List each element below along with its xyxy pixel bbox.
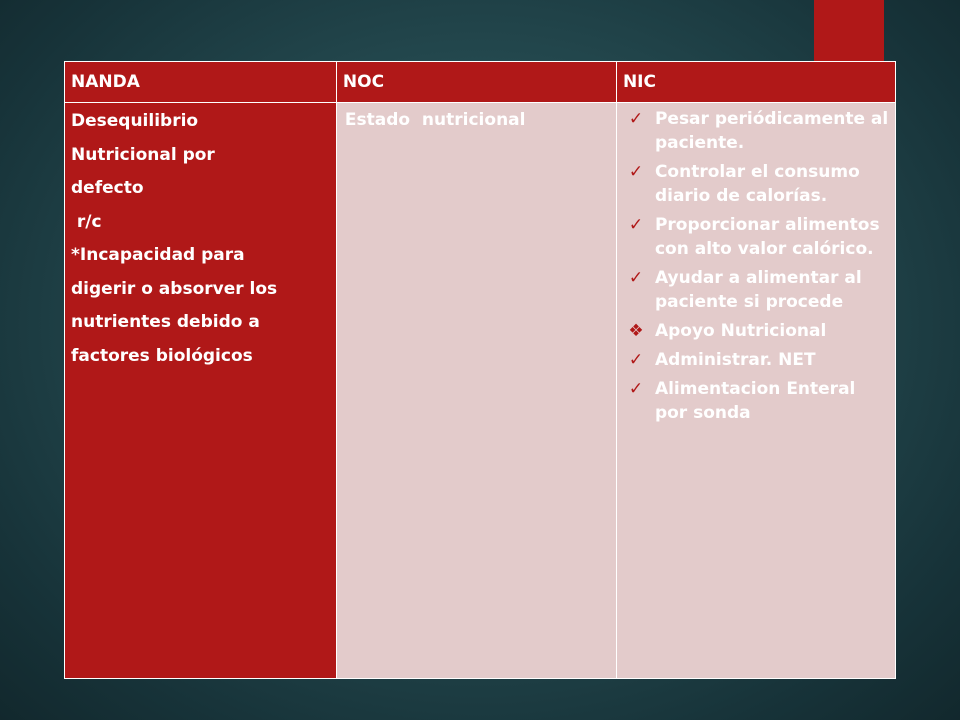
list-item [617,319,891,343]
header-nanda: NANDA [65,62,337,103]
nic-item-text: Controlar el consumo diario de calorías. [654,162,860,206]
noc-text: Estado nutricional [344,110,526,130]
check-icon: ✓ [628,215,644,235]
nanda-line: nutrientes debido a [71,312,260,332]
accent-bar [814,0,884,62]
list-item [617,107,891,155]
list-item [617,213,891,261]
list-item [617,377,891,425]
nanda-line: Nutricional por [71,144,215,165]
nanda-cell [65,103,337,679]
header-noc: NOC [336,62,616,103]
check-icon: ✓ [628,350,644,370]
nanda-line: r/c [71,211,102,232]
nanda-line: *Incapacidad para [71,245,245,265]
check-icon: ✓ [628,379,644,399]
header-row [65,62,896,103]
nic-item-text: Pesar periódicamente al paciente. [654,109,889,153]
nic-item-text: Apoyo Nutricional [654,321,827,341]
nic-cell [616,103,895,679]
nic-item-text: Administrar. NET [654,350,816,370]
nursing-care-table [64,61,896,679]
nic-item-text: Ayudar a alimentar al paciente si procede [654,268,862,312]
noc-cell [336,103,616,679]
list-item [617,266,891,314]
list-item [617,348,891,372]
nic-item-text: Alimentacion Enteral por sonda [654,379,856,423]
diamond-icon: ❖ [628,321,644,341]
nanda-line: digerir o absorver los [71,278,278,299]
nic-item-text: Proporcionar alimentos con alto valor calórico. [654,215,880,259]
header-nic: NIC [616,62,895,103]
body-row [65,103,896,679]
nanda-line: Desequilibrio [71,111,199,131]
check-icon: ✓ [628,162,644,182]
check-icon: ✓ [628,109,644,129]
check-icon: ✓ [628,268,644,288]
list-item [617,160,891,208]
nanda-line: defecto [71,178,144,198]
nanda-line: factores biológicos [71,345,253,366]
nic-list [617,107,891,425]
